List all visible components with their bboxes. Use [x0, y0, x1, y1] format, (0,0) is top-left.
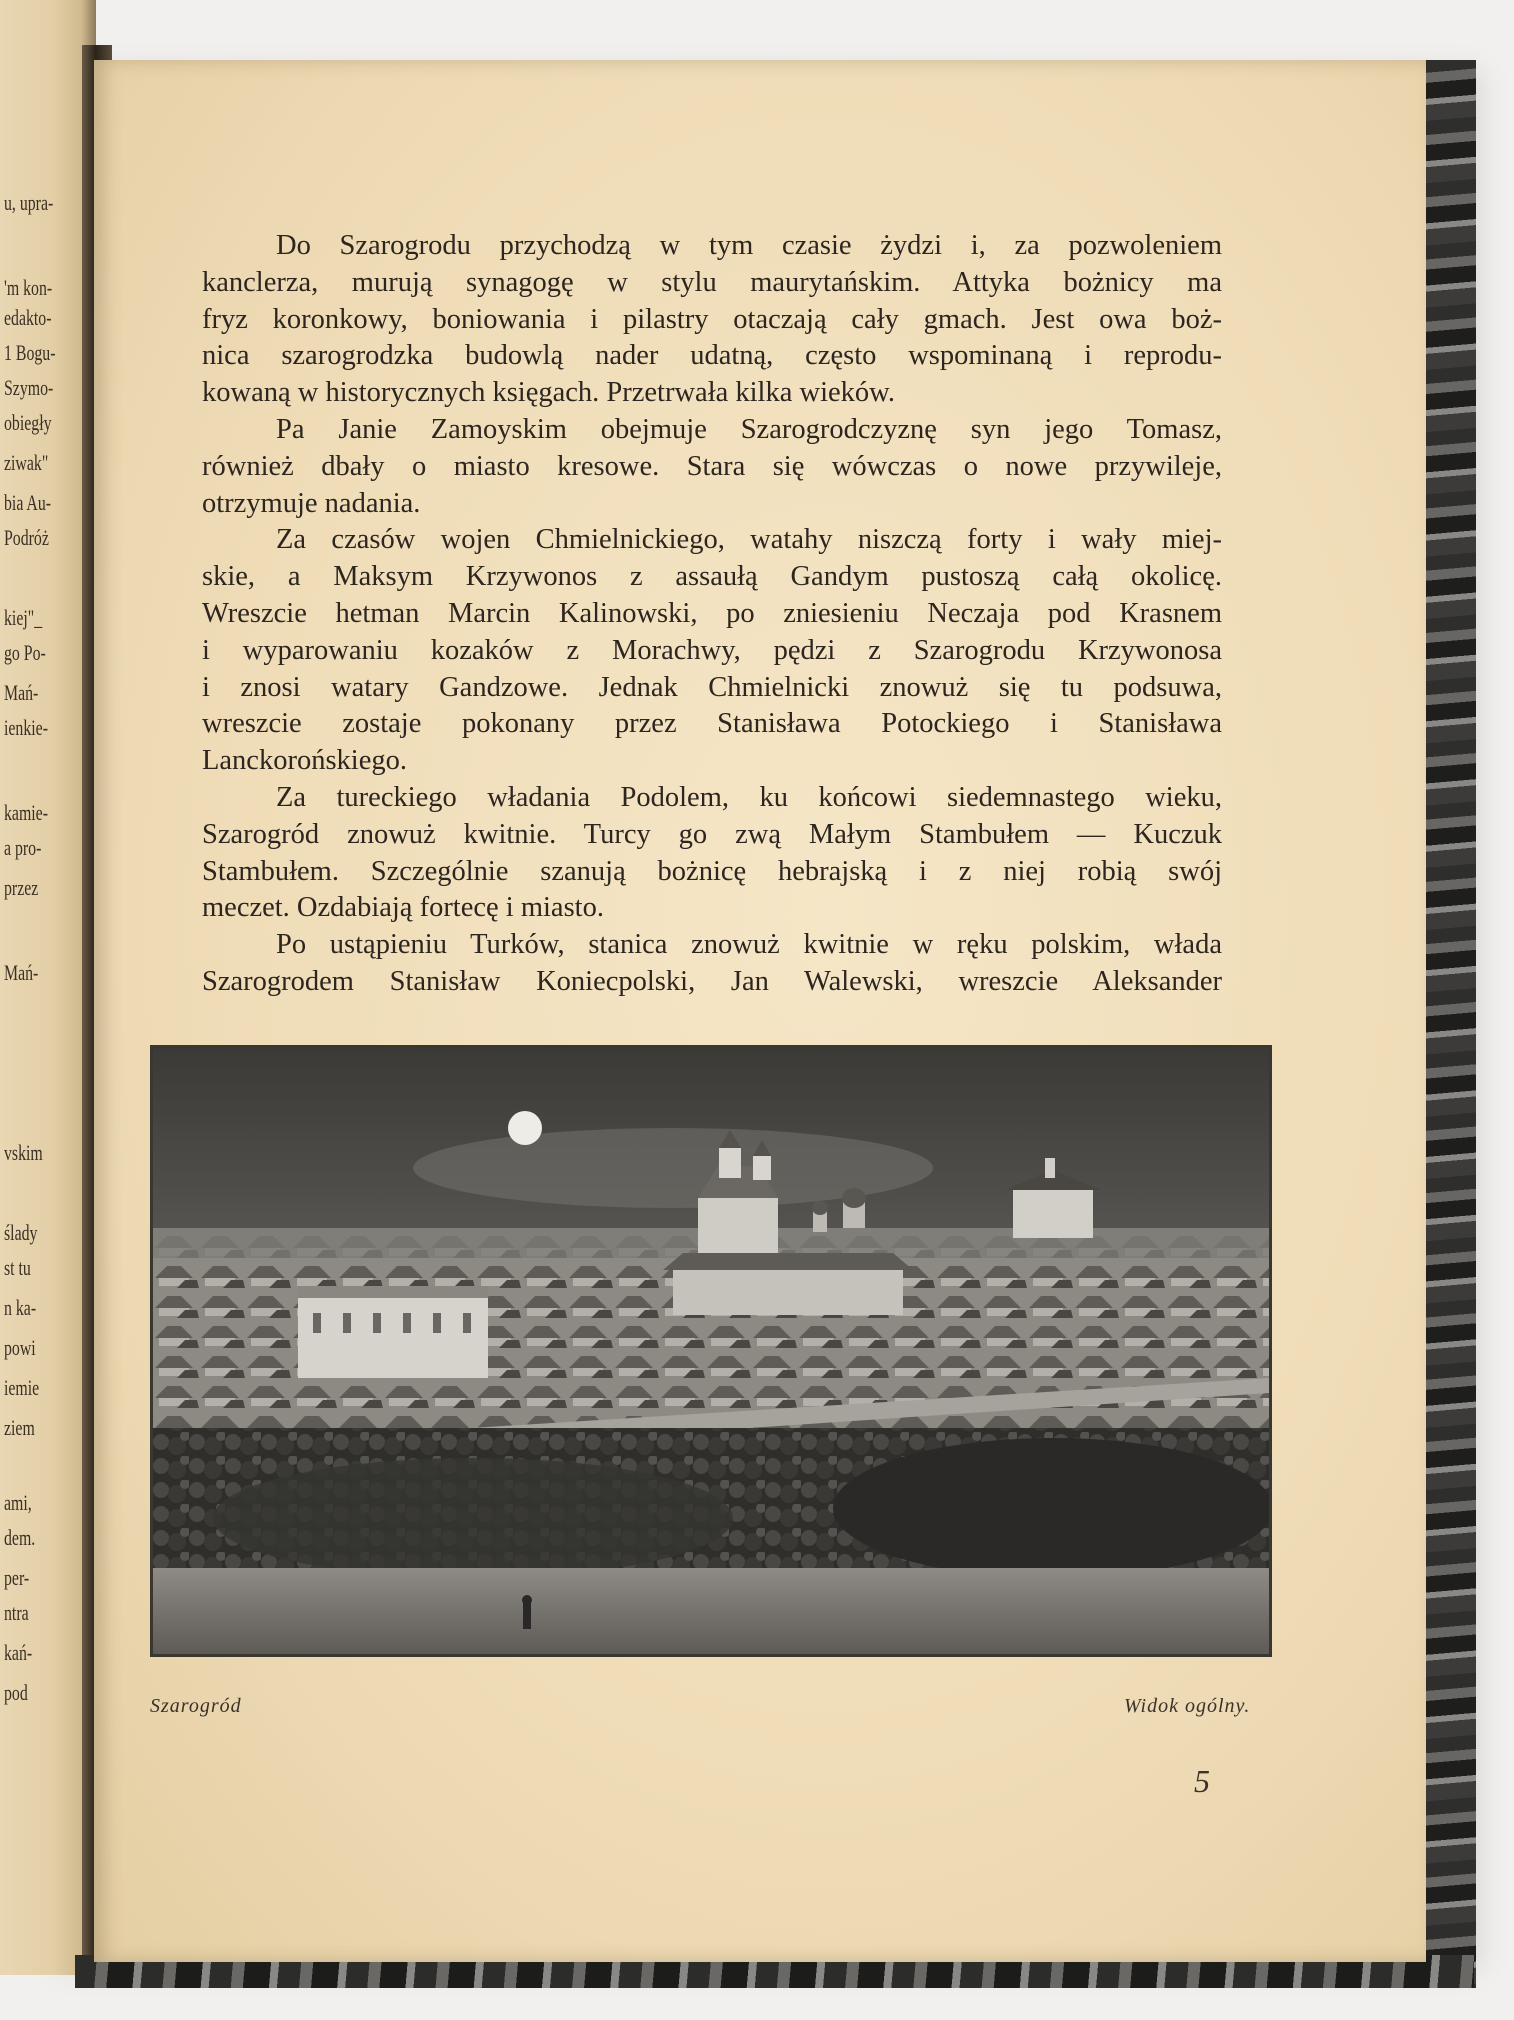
left-page-text-fragment: obiegły: [4, 410, 52, 435]
left-page-text-fragment: go Po-: [4, 640, 46, 665]
left-page-text-fragment: st tu: [4, 1255, 31, 1280]
left-page-text-fragment: Mań-: [4, 680, 39, 705]
left-page-text-fragment: 'm kon-: [4, 275, 53, 300]
text-line: Za tureckiego władania Podolem, ku końcowi siedemnastego wieku,: [276, 781, 1222, 813]
left-page-text-fragment: przez: [4, 875, 39, 900]
left-page-text-fragment: kań-: [4, 1640, 33, 1665]
text-line: Lanckorońskiego.: [202, 745, 407, 777]
photo-caption-right: Widok ogólny.: [1124, 1695, 1251, 1717]
left-page-text-fragment: a pro-: [4, 835, 42, 860]
text-line: Szarogród znowuż kwitnie. Turcy go zwą Małym Stambułem — Kuczuk: [202, 818, 1222, 850]
left-page-text-fragment: per-: [4, 1565, 30, 1590]
text-line: Stambułem. Szczególnie szanują bożnicę hebrajską i z niej robią swój: [202, 855, 1222, 887]
left-page-text-fragment: ami,: [4, 1490, 32, 1515]
photo-caption-left: Szarogród: [150, 1695, 242, 1717]
left-page-text-fragment: Szymo-: [4, 375, 54, 400]
text-line: kanclerza, murują synagogę w stylu maurytańskim. Attyka bożnicy ma: [202, 266, 1222, 298]
left-page-text-fragment: ntra: [4, 1600, 29, 1625]
right-page: [94, 60, 1426, 1962]
moon-icon: [508, 1111, 542, 1145]
text-line: Do Szarogrodu przychodzą w tym czasie żydzi i, za pozwoleniem: [276, 230, 1222, 261]
text-line: Pa Janie Zamoyskim obejmuje Szarogrodczyznę syn jego Tomasz,: [276, 413, 1222, 445]
text-line: Po ustąpieniu Turków, stanica znowuż kwitnie w ręku polskim, włada: [276, 929, 1222, 961]
text-line: kowaną w historycznych księgach. Przetrwała kilka wieków.: [202, 377, 896, 409]
left-page-text-fragment: ienkie-: [4, 715, 48, 740]
town-panorama-photo: [150, 1045, 1272, 1657]
left-page-text-fragment: Mań-: [4, 960, 39, 985]
text-line: fryz koronkowy, boniowania i pilastry otaczają cały gmach. Jest owa boż-: [202, 303, 1222, 335]
text-line: Szarogrodem Stanisław Koniecpolski, Jan Walewski, wreszcie Aleksander: [202, 965, 1222, 997]
left-page-text-fragment: dem.: [4, 1525, 36, 1550]
left-page-text-fragment: pod: [4, 1680, 28, 1705]
text-line: Wreszcie hetman Marcin Kalinowski, po zniesieniu Neczaja pod Krasnem: [202, 597, 1222, 629]
text-line: wreszcie zostaje pokonany przez Stanisława Potockiego i Stanisława: [202, 708, 1222, 740]
text-line: i wyparowaniu kozaków z Morachwy, pędzi z Szarogrodu Krzywonosa: [202, 634, 1222, 666]
body-text: [202, 228, 1222, 1001]
text-line: otrzymuje nadania.: [202, 487, 421, 519]
text-line: meczet. Ozdabiają fortecę i miasto.: [202, 892, 604, 924]
left-page-text-fragment: Podróż: [4, 525, 49, 550]
text-line: również dbały o miasto kresowe. Stara się wówczas o nowe przywileje,: [202, 450, 1222, 482]
left-page-text-fragment: n ka-: [4, 1295, 37, 1320]
left-page-text-fragment: kiej"_: [4, 605, 43, 630]
left-page-text-fragment: vskim: [4, 1140, 43, 1165]
left-page-text-fragment: 1 Bogu-: [4, 340, 56, 365]
left-page-text-fragment: u, upra-: [4, 190, 54, 215]
page-number: 5: [1194, 1763, 1210, 1799]
left-page-text-fragment: iemie: [4, 1375, 40, 1400]
left-page-text-fragment: ziwak": [4, 450, 49, 475]
text-line: nica szarogrodzka budowlą nader udatną, często wspominaną i reprodu-: [202, 340, 1222, 372]
text-line: skie, a Maksym Krzywonos z assaułą Gandym pustoszą całą okolicę.: [202, 561, 1222, 593]
left-page-text-fragment: powi: [4, 1335, 36, 1360]
left-page-text-fragment: bia Au-: [4, 490, 52, 515]
text-line: Za czasów wojen Chmielnickiego, watahy niszczą forty i wały miej-: [276, 524, 1222, 556]
left-page-text-fragment: edakto-: [4, 305, 52, 330]
left-page-text-fragment: ziem: [4, 1415, 35, 1440]
left-page-text-fragment: ślady: [4, 1220, 38, 1245]
text-line: i znosi watary Gandzowe. Jednak Chmielnicki znowuż się tu podsuwa,: [202, 671, 1222, 703]
left-page-text-fragment: kamie-: [4, 800, 48, 825]
